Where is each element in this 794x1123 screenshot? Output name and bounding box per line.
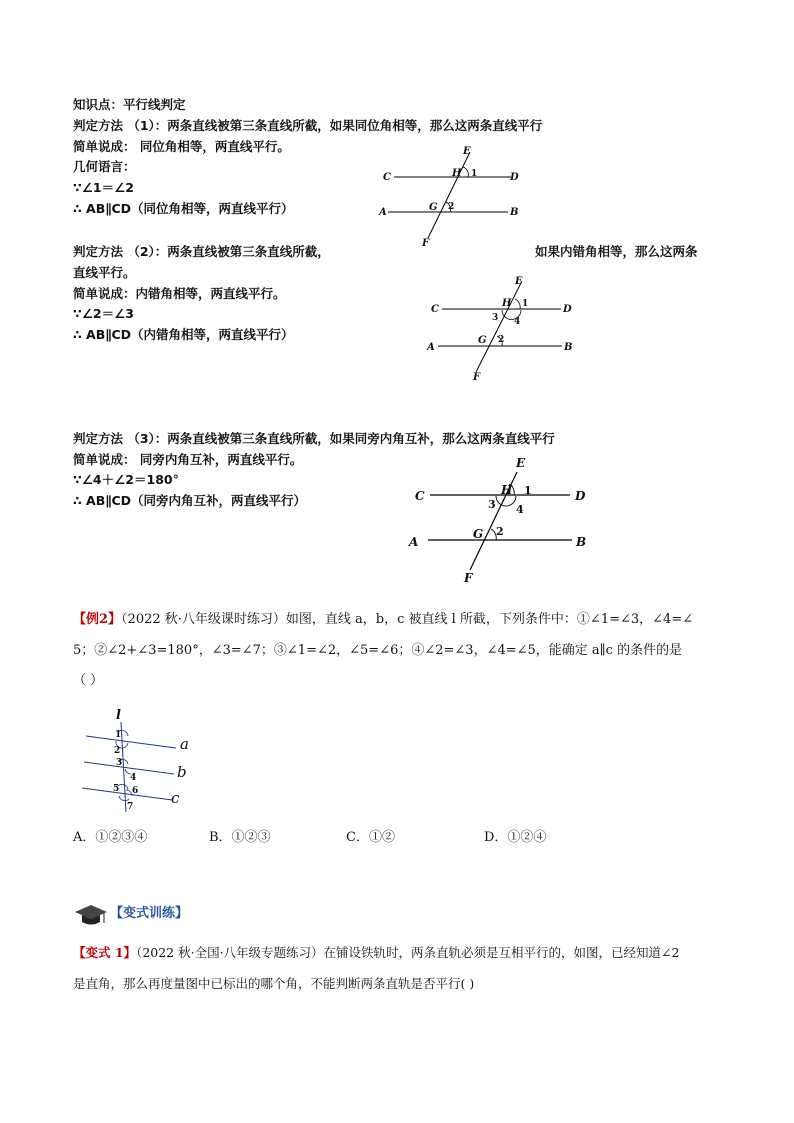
ex2-angle-1: 1 (115, 730, 122, 740)
fig1-label-B: B (510, 207, 519, 218)
ex2-label-b: b (177, 763, 187, 781)
ex2-angle-2: 2 (114, 746, 121, 756)
fig1-label-H: H (452, 168, 462, 179)
option-a[interactable]: A．①②③④ (73, 830, 148, 845)
fig2-label-D: D (563, 304, 572, 315)
ex2-angle-3: 3 (116, 758, 123, 768)
method3-short: 简单说成： 同旁内角互补，两直线平行。 (73, 452, 303, 467)
method2-therefore: ∴ AB∥CD（内错角相等，两直线平行） (73, 327, 294, 342)
ex2-angle-6: 6 (132, 786, 139, 796)
fig2-label-C: C (431, 304, 439, 315)
fig2-angle-4: 4 (514, 317, 521, 327)
example2-tag: 【例2】 (73, 612, 122, 627)
figure-same-side-angles (412, 460, 602, 585)
example2-text-1: （2022 秋·八年级课时练习）如图，直线 a，b，c 被直线 l 所截，下列条件中：①∠1=∠3，∠4=∠ (121, 612, 694, 627)
method3-therefore: ∴ AB∥CD（同旁内角互补，两直线平行） (73, 493, 307, 508)
variant1-tag: 【变式 1】 (73, 945, 137, 960)
method3-because: ∵∠4＋∠2＝180° (73, 472, 179, 487)
variant1-text-1: （2022 秋·全国·八年级专题练习）在铺设铁轨时，两条直轨必须是互相平行的，如图，已经知道∠2 (136, 945, 680, 960)
method2-statement-a: 判定方法 （2）：两条直线被第三条直线所截， (73, 244, 330, 259)
option-d[interactable]: D．①②④ (484, 830, 547, 845)
fig2-label-G: G (478, 335, 487, 346)
fig2-label-E: E (515, 276, 523, 287)
fig2-angle-2: 2 (498, 335, 505, 345)
fig2-label-H: H (502, 298, 512, 309)
option-c[interactable]: C．①② (346, 830, 395, 845)
method2-short: 简单说成：内错角相等，两直线平行。 (73, 286, 286, 301)
figure-lines-abc (78, 706, 218, 816)
fig3-label-A: A (409, 535, 419, 549)
fig2-label-B: B (564, 342, 573, 353)
ex2-angle-5: 5 (113, 784, 120, 794)
fig1-label-E: E (463, 146, 471, 157)
fig1-angle-2: 2 (448, 202, 455, 212)
fig3-label-H: H (501, 483, 513, 497)
knowledge-title: 知识点：平行线判定 (73, 97, 186, 112)
variant1-line1 (73, 944, 679, 962)
fig3-angle-4: 4 (516, 503, 524, 516)
ex2-label-c: c (171, 789, 180, 807)
option-b[interactable]: B．①②③ (209, 830, 271, 845)
example2-line2: 5；②∠2+∠3=180°，∠3=∠7；③∠1=∠2，∠5=∠6；④∠2=∠3，∠4=∠5，能确定 a∥c 的条件的是 (73, 643, 683, 658)
figure-alternate-angles (426, 268, 586, 383)
fig1-label-A: A (379, 207, 387, 218)
method2-statement-c: 直线平行。 (73, 265, 136, 280)
graduation-cap-icon (74, 903, 108, 927)
fig1-label-G: G (429, 202, 438, 213)
figure-corresponding-angles (376, 140, 536, 250)
fig2-angle-1: 1 (522, 299, 529, 309)
method1-therefore: ∴ AB∥CD（同位角相等，两直线平行） (73, 201, 294, 216)
method2-because: ∵∠2＝∠3 (73, 306, 135, 321)
ex2-angle-4: 4 (130, 773, 137, 783)
fig3-angle-3: 3 (488, 498, 496, 511)
ex2-label-l: l (116, 708, 121, 723)
fig2-label-A: A (427, 342, 435, 353)
fig3-label-D: D (575, 489, 586, 503)
method3-statement: 判定方法 （3）：两条直线被第三条直线所截，如果同旁内角互补，那么这两条直线平行 (73, 431, 555, 446)
fig1-label-D: D (510, 172, 519, 183)
fig2-label-F: F (473, 372, 481, 383)
fig3-label-G: G (473, 527, 484, 541)
method1-short: 简单说成： 同位角相等，两直线平行。 (73, 139, 290, 154)
fig3-label-E: E (516, 456, 526, 470)
ex2-angle-7: 7 (127, 802, 134, 812)
ex2-label-a: a (180, 735, 189, 753)
fig1-angle-1: 1 (471, 169, 478, 179)
example2-line1 (73, 611, 693, 629)
fig3-angle-2: 2 (496, 525, 504, 538)
fig1-label-F: F (422, 238, 430, 249)
fig3-label-F: F (464, 571, 473, 585)
fig2-angle-3: 3 (492, 313, 499, 323)
variant-header: 【变式训练】 (110, 906, 189, 921)
fig3-angle-1: 1 (524, 484, 532, 497)
example2-answer-blank: （ ） (73, 673, 104, 688)
method1-geometry-label: 几何语言： (73, 159, 136, 174)
method1-statement: 判定方法 （1）：两条直线被第三条直线所截，如果同位角相等，那么这两条直线平行 (73, 118, 543, 133)
fig3-label-B: B (576, 535, 587, 549)
method2-statement-b: 如果内错角相等，那么这两条 (535, 244, 698, 259)
variant1-line2: 是直角，那么再度量图中已标出的哪个角，不能判断两条直轨是否平行( ) (73, 976, 475, 991)
method1-because: ∵∠1＝∠2 (73, 180, 135, 195)
fig3-label-C: C (415, 489, 425, 503)
fig1-label-C: C (383, 172, 391, 183)
